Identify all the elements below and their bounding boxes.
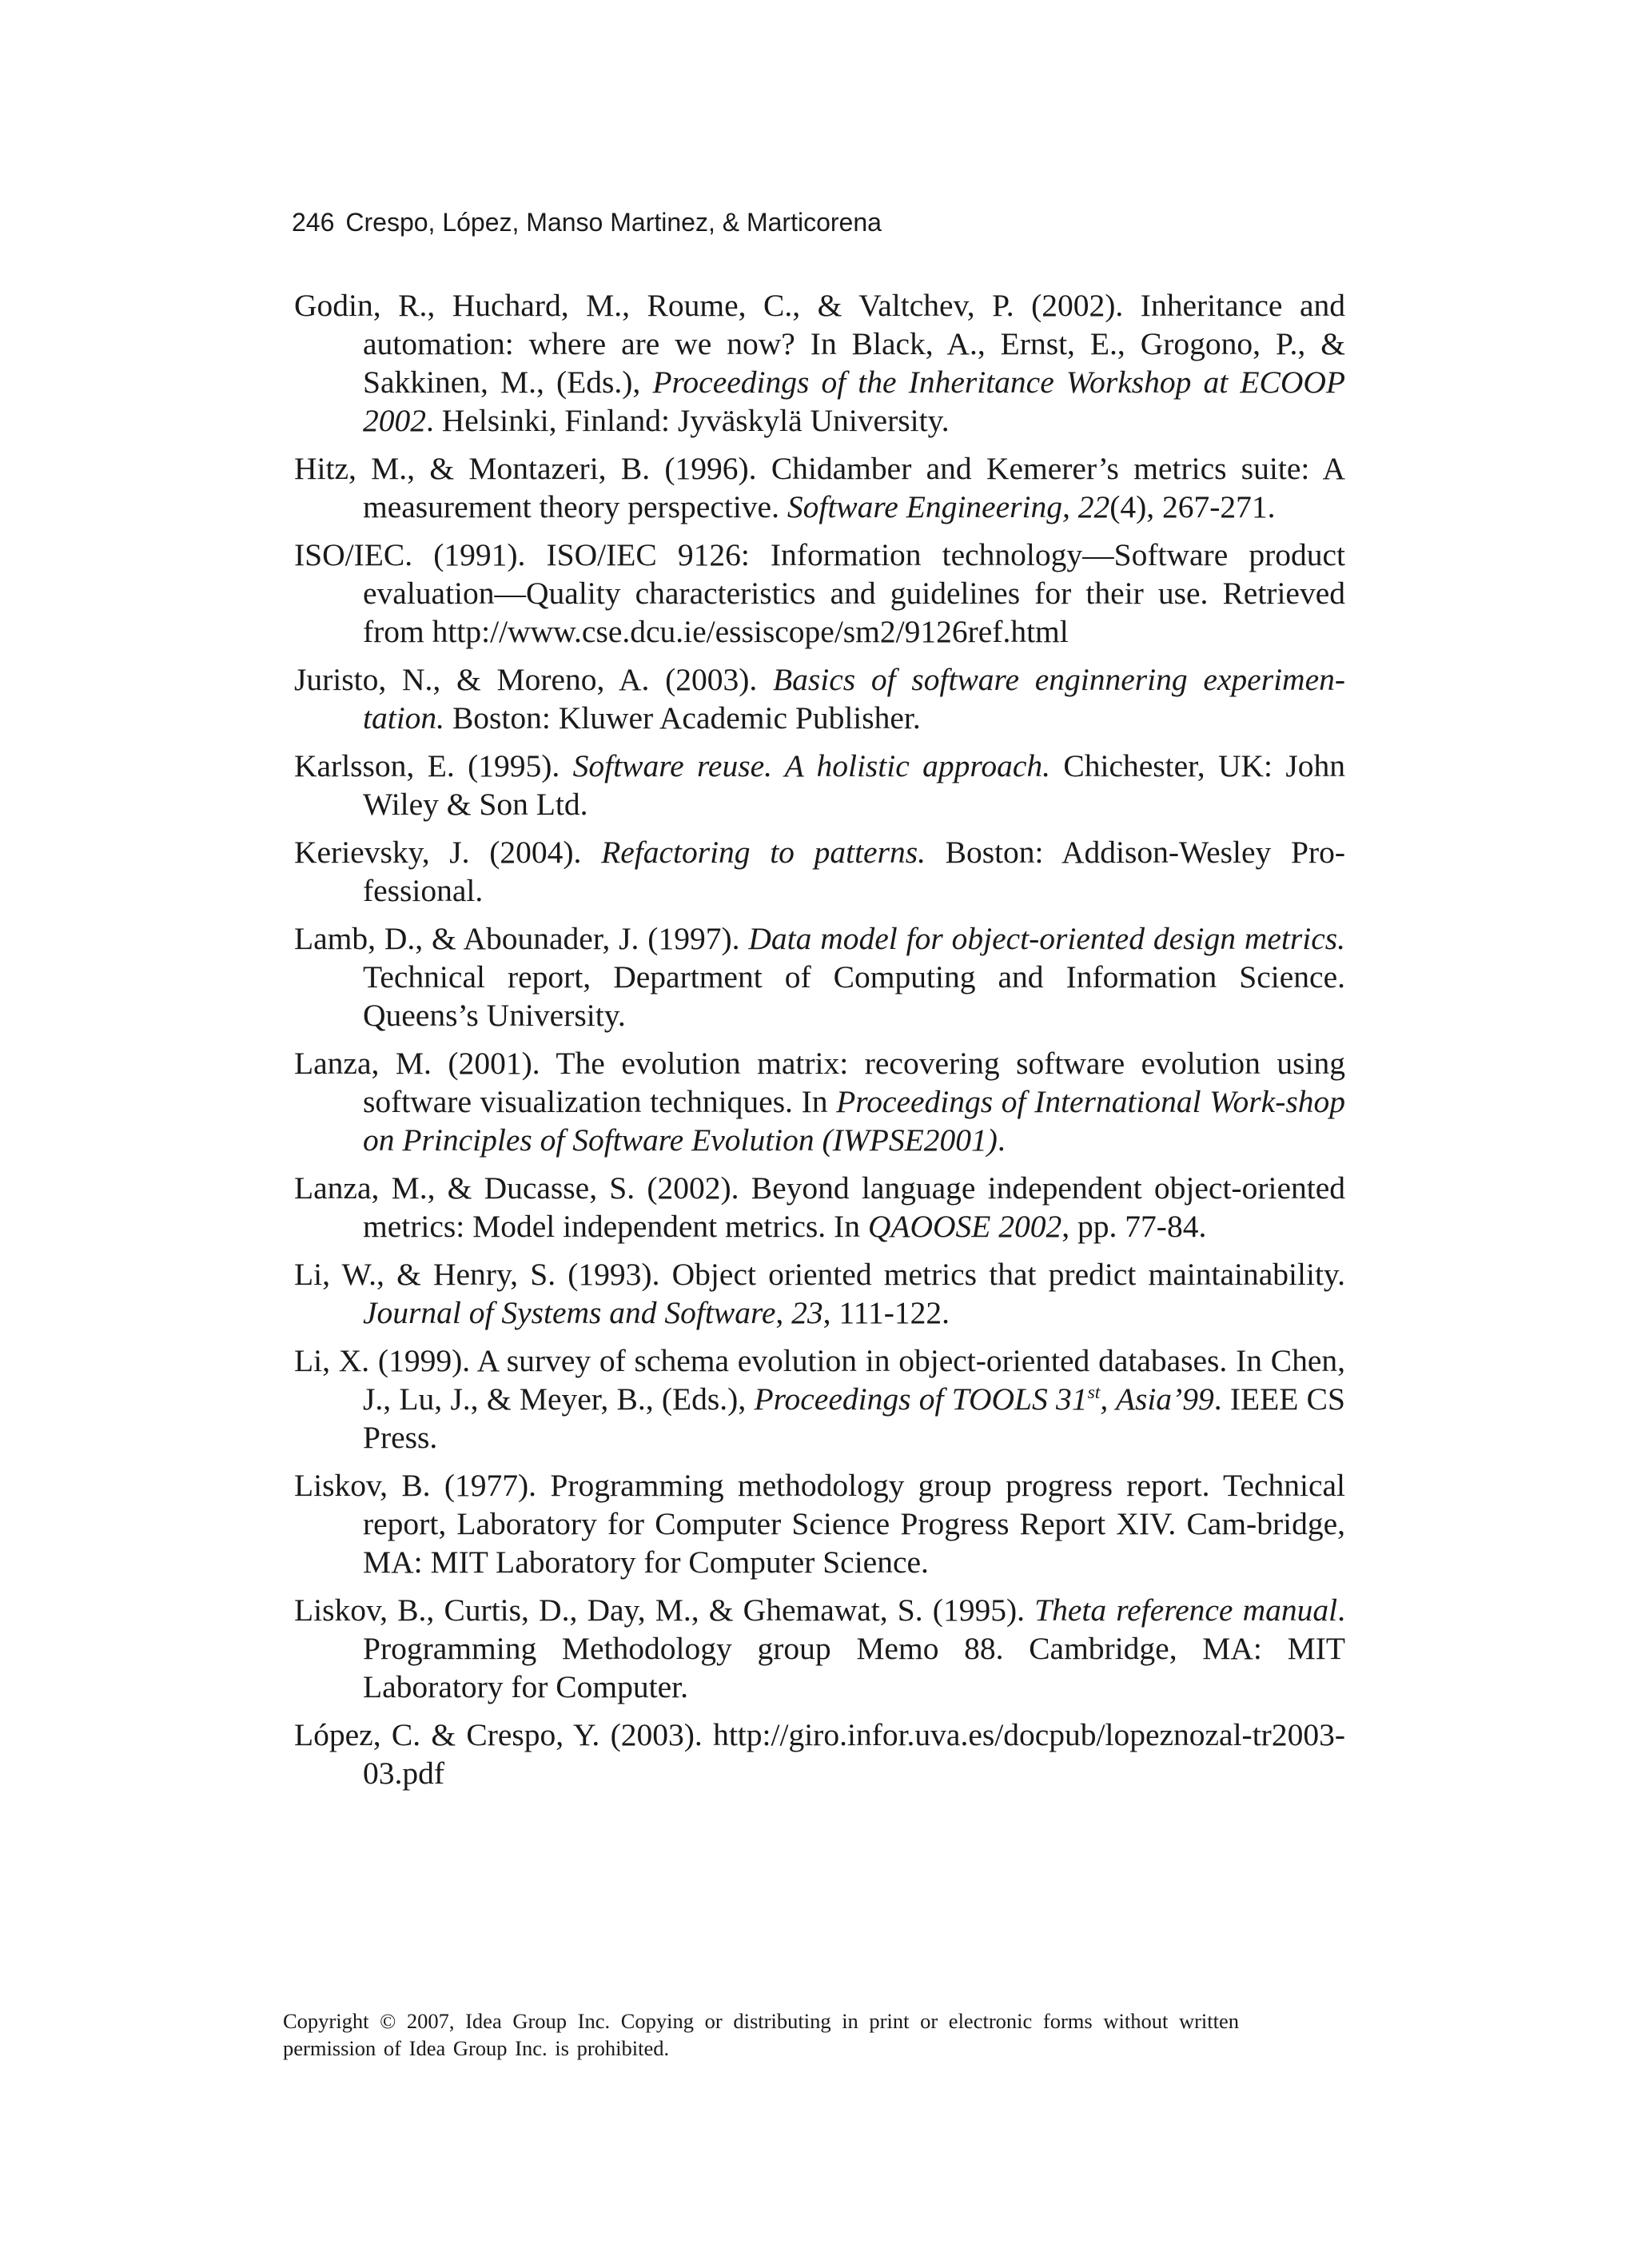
reference-entry: Li, X. (1999). A survey of schema evolution in object-oriented databases. In Chen, J., Lu, J., & Meyer, B., (Eds.), Proceedings of TOOLS 31st, Asia’99. IEEE CS Press. bbox=[294, 1343, 1345, 1455]
reference-entry: Kerievsky, J. (2004). Refactoring to patterns. Boston: Addison-Wesley Pro-fessional. bbox=[294, 835, 1345, 908]
reference-entry: ISO/IEC. (1991). ISO/IEC 9126: Information technology—Software product evaluation—Quality characteristics and guidelines for their use. Retrieved from http://www.cse.dcu.ie/essiscope/sm2/9126ref.html bbox=[294, 537, 1345, 649]
reference-entry: Liskov, B., Curtis, D., Day, M., & Ghemawat, S. (1995). Theta reference manual. Programming Methodology group Memo 88. Cambridge, MA: MIT Laboratory for Computer. bbox=[294, 1592, 1346, 1704]
reference-entry: Lamb, D., & Abounader, J. (1997). Data model for object-oriented design metrics. Technical report, Department of Computing and Information Science. Queens’s University. bbox=[294, 921, 1345, 1033]
copyright-line: permission of Idea Group Inc. is prohibited. bbox=[283, 2036, 670, 2060]
reference-entry: Li, W., & Henry, S. (1993). Object oriented metrics that predict maintainability. Journal of Systems and Software, 23, 111-122. bbox=[294, 1257, 1345, 1330]
copyright-line: Copyright © 2007, Idea Group Inc. Copying or distributing in print or electronic forms without written bbox=[283, 2009, 1240, 2033]
page-number: 246 bbox=[292, 208, 335, 237]
reference-entry: Juristo, N., & Moreno, A. (2003). Basics of software enginnering experimen-tation. Boston: Kluwer Academic Publisher. bbox=[294, 662, 1346, 735]
reference-entry: Karlsson, E. (1995). Software reuse. A holistic approach. Chichester, UK: John Wiley & Son Ltd. bbox=[294, 748, 1346, 822]
reference-entry: Liskov, B. (1977). Programming methodology group progress report. Technical report, Laboratory for Computer Science Progress Report XIV. Cam-bridge, MA: MIT Laboratory for Computer Science. bbox=[294, 1468, 1345, 1580]
running-header-authors: Crespo, López, Manso Martinez, & Marticorena bbox=[345, 208, 882, 237]
reference-entry: López, C. & Crespo, Y. (2003). http://giro.infor.uva.es/docpub/lopeznozal-tr2003-03.pdf bbox=[294, 1717, 1345, 1791]
copyright-notice bbox=[283, 2007, 1338, 2062]
reference-url: http://www.cse.dcu.ie/essiscope/sm2/9126ref.html bbox=[432, 614, 1069, 649]
reference-entry: Lanza, M. (2001). The evolution matrix: recovering software evolution using software visualization techniques. In Proceedings of International Work-shop on Principles of Software Evolution (IWPSE2001). bbox=[294, 1046, 1345, 1158]
reference-entry: Hitz, M., & Montazeri, B. (1996). Chidamber and Kemerer’s metrics suite: A measurement theory perspective. Software Engineering, 22(4), 267-271. bbox=[294, 451, 1345, 524]
reference-entry: Godin, R., Huchard, M., Roume, C., & Valtchev, P. (2002). Inheritance and automation: where are we now? In Black, A., Ernst, E., Grogono, P., & Sakkinen, M., (Eds.), Proceedings of the Inheritance Workshop at ECOOP 2002. Helsinki, Finland: Jyväskylä University. bbox=[294, 288, 1345, 438]
reference-entry: Lanza, M., & Ducasse, S. (2002). Beyond language independent object-oriented metrics: Model independent metrics. In QAOOSE 2002, pp. 77-84. bbox=[294, 1170, 1345, 1244]
reference-list bbox=[294, 286, 1345, 1802]
reference-url: http://giro.infor.uva.es/docpub/lopeznozal-tr2003-03.pdf bbox=[363, 1717, 1345, 1791]
running-header bbox=[292, 206, 882, 238]
